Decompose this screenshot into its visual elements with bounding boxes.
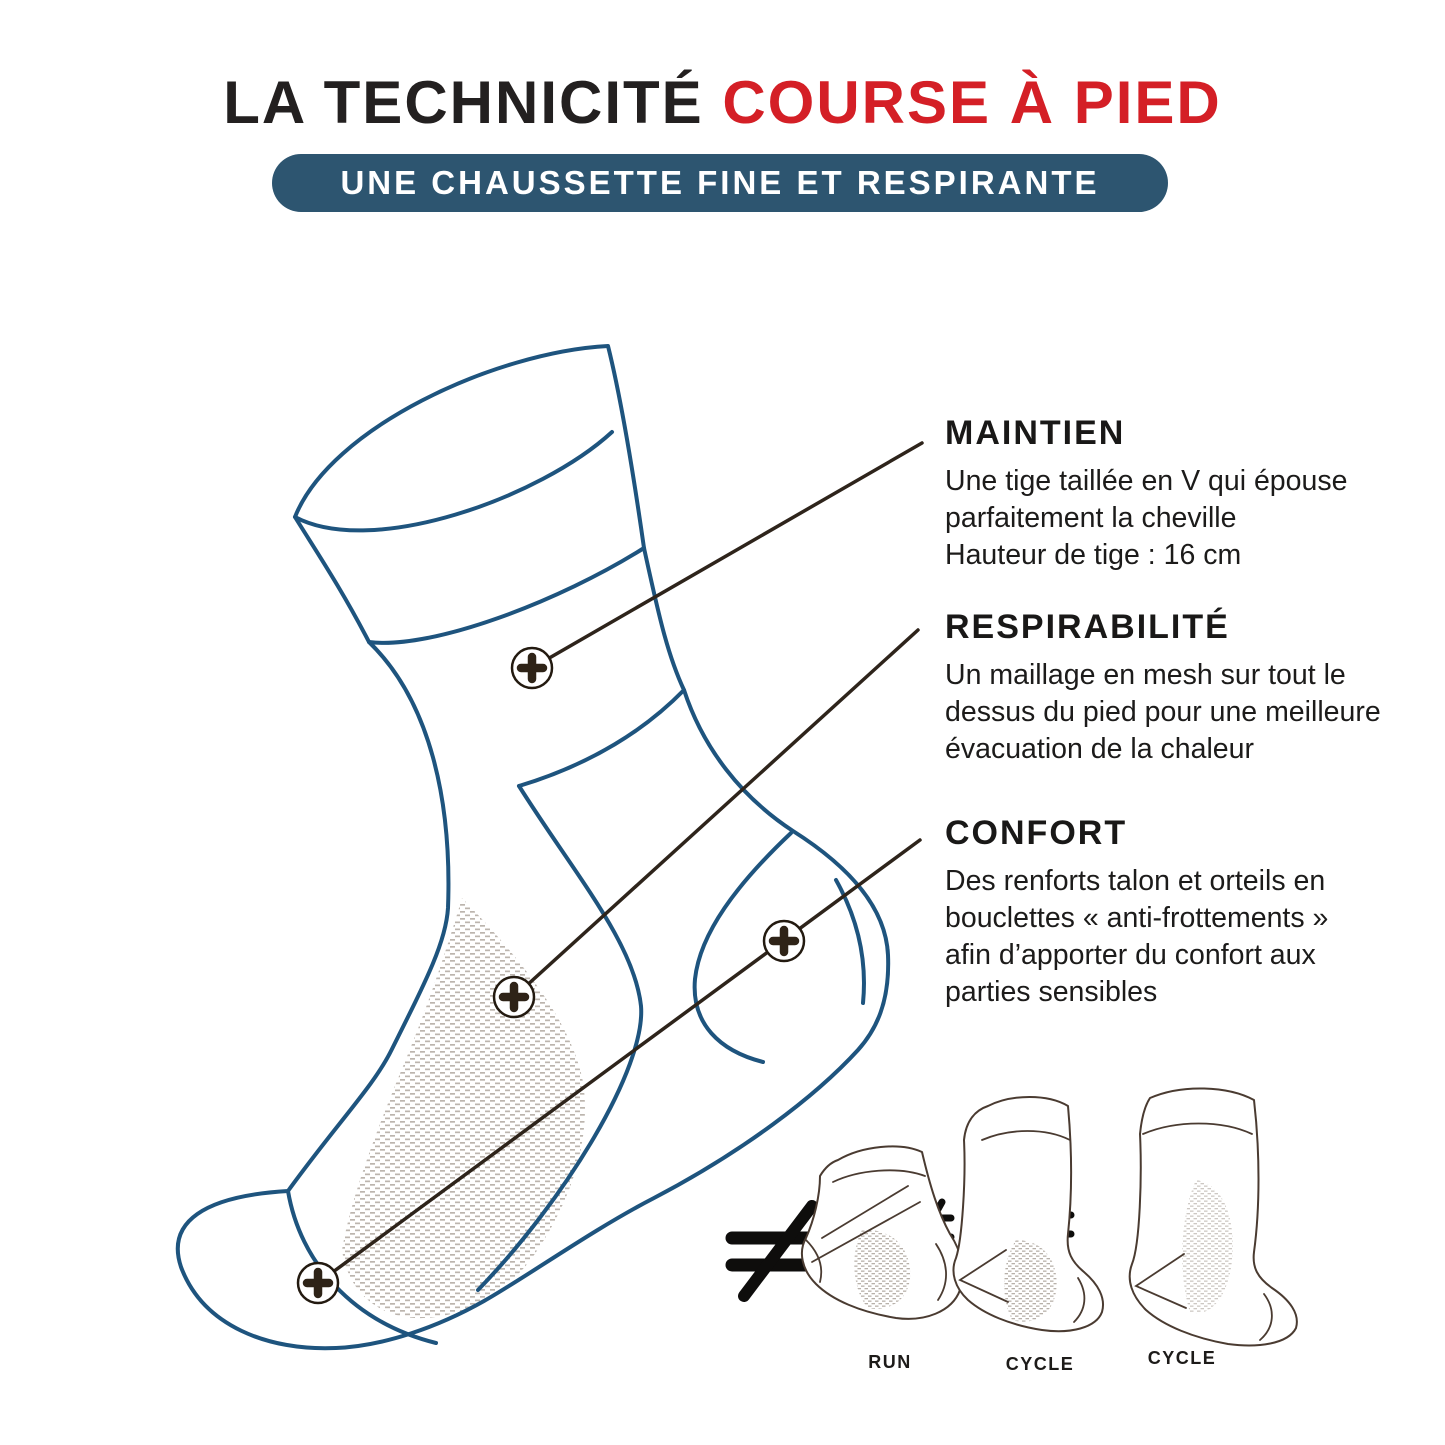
annotation-confort-line-1: Des renforts talon et orteils en: [945, 865, 1326, 897]
annotation-maintien: [945, 414, 1435, 574]
subtitle-banner-label: UNE CHAUSSETTE FINE ET RESPIRANTE: [340, 164, 1100, 201]
annotation-confort-line-3: afin d’apporter du confort aux: [945, 939, 1316, 971]
annotation-respirabilite-line-1: Un maillage en mesh sur tout le: [945, 659, 1346, 691]
annotation-confort-heading: CONFORT: [945, 814, 1128, 852]
annotation-maintien-line-1: Une tige taillée en V qui épouse: [945, 465, 1348, 497]
leader-line-maintien: [532, 443, 922, 668]
instep-panel-top-line: [519, 690, 684, 786]
annotation-maintien-line-2: parfaitement la cheville: [945, 502, 1237, 534]
plus-marker-icon-confort-heel: [764, 921, 804, 961]
annotation-respirabilite-line-2: dessus du pied pour une meilleure: [945, 696, 1381, 728]
annotation-confort-line-2: bouclettes « anti-frottements »: [945, 902, 1329, 934]
main-sock-illustration: [178, 346, 888, 1348]
mini-sock-run: [802, 1146, 963, 1318]
annotation-maintien-line-3: Hauteur de tige : 16 cm: [945, 539, 1242, 571]
sole-stipple-texture: [342, 898, 585, 1318]
leader-line-respirabilite: [514, 630, 918, 997]
mini-sock-cycle-2: [1130, 1088, 1297, 1345]
plus-marker-icon-maintien: [512, 648, 552, 688]
annotation-respirabilite-heading: RESPIRABILITÉ: [945, 608, 1230, 646]
plus-marker-icon-confort-toe: [298, 1263, 338, 1303]
mini-sock-label-cycle-2: CYCLE: [1147, 1348, 1217, 1368]
plus-marker-icon-respirabilite: [494, 977, 534, 1017]
annotation-confort-line-4: parties sensibles: [945, 976, 1158, 1008]
mini-sock-label-cycle-1: CYCLE: [1005, 1354, 1075, 1374]
title-part-red: COURSE À PIED: [722, 69, 1222, 136]
title-part-black: LA TECHNICITÉ: [223, 69, 704, 136]
annotation-respirabilite-line-3: évacuation de la chaleur: [945, 733, 1254, 765]
annotation-confort: [945, 814, 1435, 1011]
annotation-maintien-heading: MAINTIEN: [945, 414, 1126, 452]
mini-sock-cycle-1: [953, 1097, 1103, 1331]
cuff-opening-rim: [295, 432, 612, 530]
annotation-respirabilite: [945, 608, 1435, 768]
mini-sock-label-run: RUN: [868, 1352, 912, 1372]
